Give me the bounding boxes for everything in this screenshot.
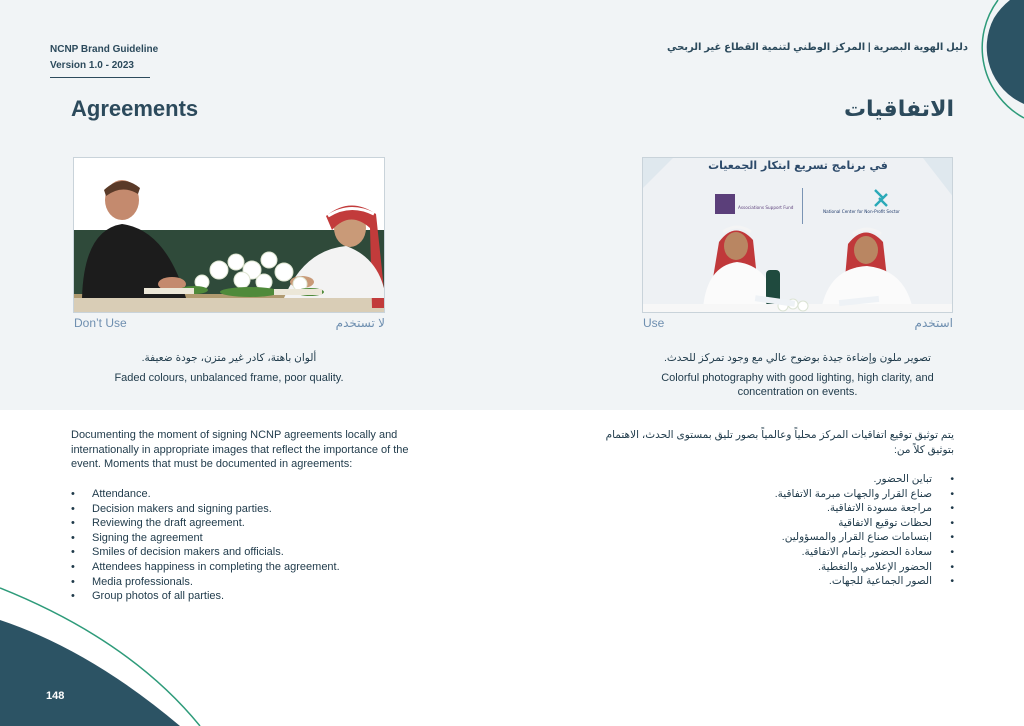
list-item: • صناع القرار والجهات مبرمة الاتفاقية. [654, 487, 954, 502]
body-intro-en: Documenting the moment of signing NCNP agreements locally and internationally in appropriate images that reflect the importance of the event. Moments that must be documented in agreements: [71, 429, 409, 471]
dont-use-label-ar: لا تستخدم [335, 316, 385, 330]
header-arabic: دليل الهوية البصرية | المركز الوطني لتنمية القطاع غير الربحي [666, 42, 968, 53]
list-item: • Decision makers and signing parties. [71, 502, 431, 517]
use-label-en: Use [643, 316, 665, 330]
page-title-ar: الاتفاقيات [843, 96, 954, 121]
bottom-left-shape [0, 620, 180, 726]
use-caption-ar: تصوير ملون وإضاءة جيدة بوضوح عالي مع وجود تمركز للحدث. [664, 352, 931, 364]
list-item: • ابتسامات صناع القرار والمسؤولين. [654, 530, 954, 545]
use-photo [642, 157, 953, 313]
dont-use-caption-ar: ألوان باهتة، كادر غير متزن، جودة ضعيفة. [141, 352, 317, 364]
page-number: 148 [46, 690, 65, 702]
list-item: • Attendees happiness in completing the agreement. [71, 560, 431, 575]
list-item: • Reviewing the draft agreement. [71, 516, 431, 531]
list-item: • Signing the agreement [71, 531, 431, 546]
associations-fund-logo [715, 194, 735, 214]
ncnp-logo-text: National Center for Non-Profit Sector [823, 209, 900, 214]
bullet-list-ar [654, 472, 954, 589]
associations-fund-text: Associations Support Fund [738, 205, 794, 210]
dont-use-label-en: Don’t Use [74, 316, 127, 330]
bullet-list-en [71, 487, 431, 604]
list-item: • الحضور الإعلامي والتغطية. [654, 560, 954, 575]
list-item: • Media professionals. [71, 575, 431, 590]
use-label-ar: استخدم [914, 316, 953, 330]
list-item: • سعادة الحضور بإتمام الاتفاقية. [654, 545, 954, 560]
banner-text: في برنامج تسريع ابتكار الجمعيات [708, 159, 888, 172]
use-caption-en: Colorful photography with good lighting, high clarity, and concentration on events. [661, 372, 934, 398]
list-item: • الصور الجماعية للجهات. [654, 574, 954, 589]
list-item: • تباين الحضور. [654, 472, 954, 487]
page-title-en: Agreements [71, 96, 199, 121]
header-underline [50, 77, 150, 78]
list-item: • Group photos of all parties. [71, 589, 431, 604]
dont-use-photo [73, 157, 385, 313]
header-left [50, 42, 158, 74]
version-text: Version 1.0 - 2023 [50, 60, 134, 71]
dont-use-caption-en: Faded colours, unbalanced frame, poor quality. [114, 372, 344, 384]
list-item: • لحظات توقيع الاتفاقية [654, 516, 954, 531]
list-item: • Smiles of decision makers and officials. [71, 545, 431, 560]
guideline-title: NCNP Brand Guideline [50, 44, 159, 55]
top-right-arc-shape [987, 0, 1024, 104]
list-item: • مراجعة مسودة الاتفاقية. [654, 501, 954, 516]
list-item: • Attendance. [71, 487, 431, 502]
body-intro-ar: يتم توثيق توقيع اتفاقيات المركز محلياً وعالمياً بصور تليق بمستوى الحدث، الاهتمام بتوثيق كلاً من: [605, 429, 954, 456]
